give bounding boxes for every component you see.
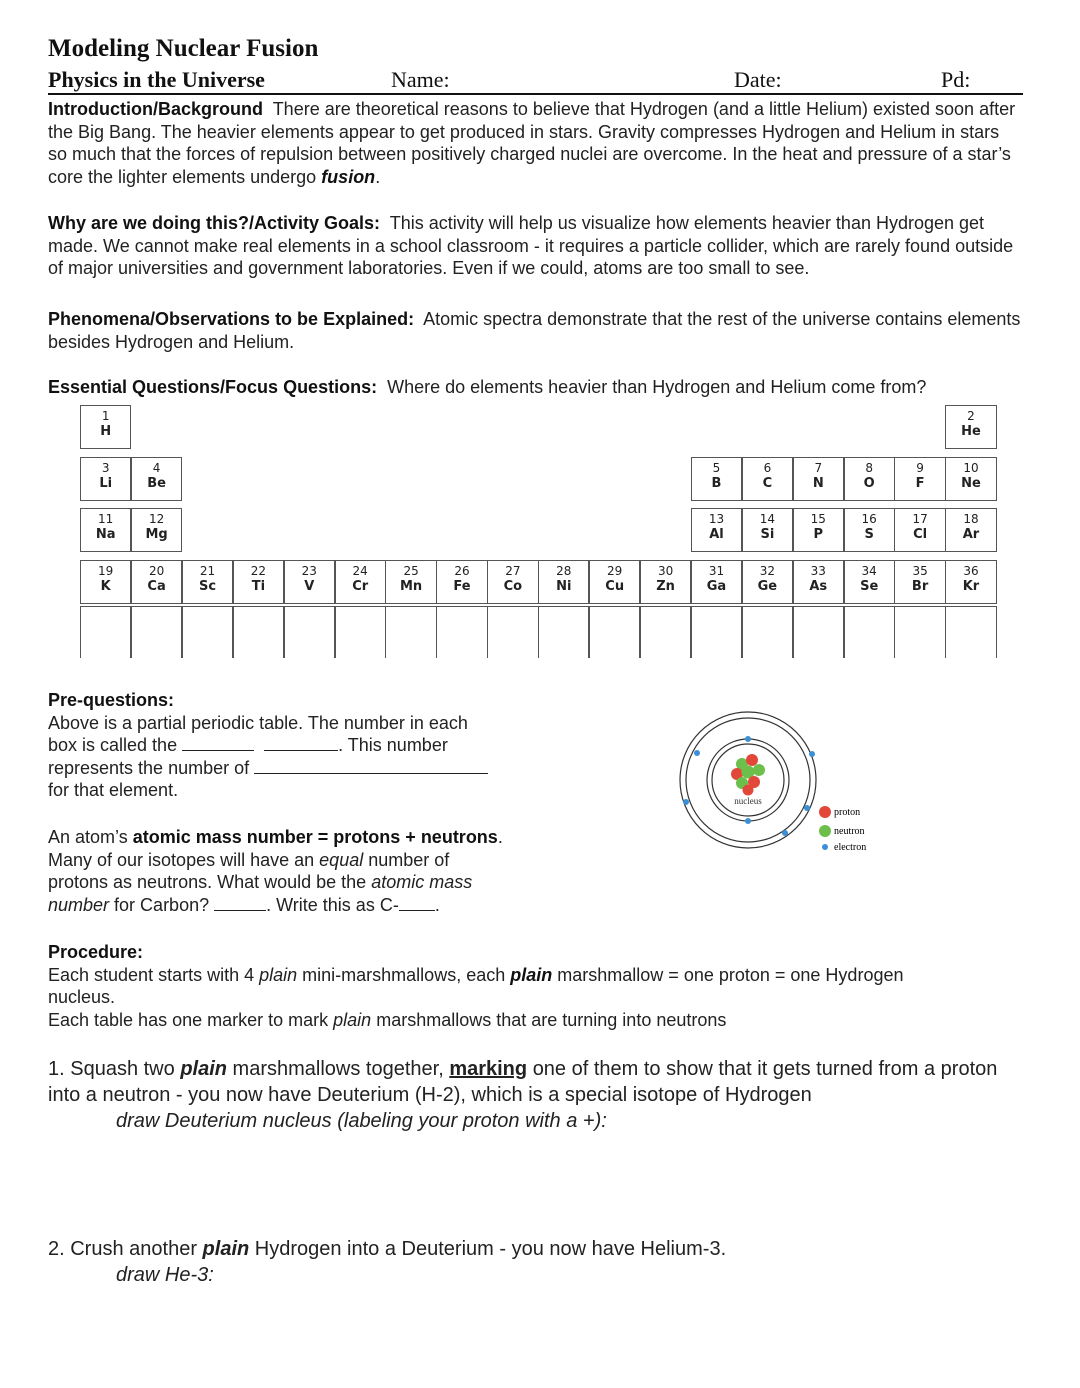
atomic-number: 13 (708, 512, 725, 526)
legend-neutron: neutron (834, 826, 865, 837)
element-symbol: Na (95, 527, 116, 542)
element-symbol: Ca (147, 579, 166, 594)
mass-number-block: An atom’s atomic mass number = protons + neutrons. Many of our isotopes will have an equal number of protons as neutrons. What would be the atomic mass number for Carbon? . Write this as C- . (48, 827, 503, 915)
step-2: 2. Crush another plain Hydrogen into a Deuterium - you now have Helium-3. draw He-3: (48, 1238, 727, 1286)
element-symbol: K (100, 579, 111, 594)
atomic-number: 36 (963, 564, 979, 578)
essential-text: Where do elements heavier than Hydrogen and Helium come from? (387, 377, 927, 397)
electron-dot (745, 736, 751, 742)
element-cell (742, 560, 793, 604)
element-symbol: Cr (352, 579, 369, 594)
empty-cell (233, 606, 284, 658)
element-symbol: Ne (961, 476, 981, 491)
element-symbol: Br (911, 579, 929, 594)
atomic-number: 6 (763, 461, 772, 475)
element-cell (131, 457, 182, 501)
period-label: Pd: (941, 67, 971, 92)
empty-cell (844, 606, 895, 658)
atomic-number: 16 (861, 512, 877, 526)
element-cell (487, 560, 538, 604)
answer-blank-2[interactable] (264, 734, 338, 751)
phenomena-text: Atomic spectra demonstrate that the rest of the universe contains elements besides Hydrogen and Helium. (48, 309, 1021, 352)
atomic-number: 2 (967, 409, 975, 423)
element-symbol: As (809, 579, 828, 594)
element-symbol: Ge (757, 579, 778, 594)
carbon-mass-blank[interactable] (214, 894, 266, 911)
goals-text: This activity will help us visualize how elements heavier than Hydrogen get made. We cannot make real elements in a school classroom - it requires a particle collider, which are rarely found outside of major universities and government laboratories. Even if we could, atoms are too small to see. (48, 213, 1014, 279)
empty-cell (385, 606, 436, 658)
empty-cell (131, 606, 182, 658)
step-1: 1. Squash two plain marshmallows together, marking one of them to show that it gets turned from a proton into a neutron - you now have Deuterium (H-2), which is a special isotope of Hydrogen draw Deuterium nucleus (labeling your proton with a +): (48, 1058, 998, 1132)
element-symbol: O (863, 476, 875, 491)
element-symbol: Kr (962, 579, 980, 594)
empty-cell (640, 606, 691, 658)
atomic-number: 15 (810, 512, 826, 526)
element-symbol: Se (860, 579, 879, 594)
atomic-number: 5 (712, 461, 721, 475)
element-symbol: P (813, 527, 824, 542)
element-cell (793, 560, 844, 604)
element-symbol: Si (760, 527, 775, 542)
element-symbol: N (812, 476, 824, 491)
element-cell (640, 560, 691, 604)
element-cell (894, 457, 945, 501)
intro-paragraph: Introduction/Background There are theoretical reasons to believe that Hydrogen (and a little Helium) existed soon after the Big Bang. The heavier elements appear to get produced in stars. Gravity compresses Hydrogen and Helium in stars so much that the forces of repulsion between positively charged nuclei are overcome. In the heat and pressure of a star’s core the lighter elements undergo fusion. (48, 99, 1016, 187)
date-label: Date: (734, 67, 782, 92)
element-cell (894, 508, 945, 552)
step-1-draw-prompt: draw Deuterium nucleus (labeling your proton with a +): (116, 1110, 607, 1132)
atomic-number: 17 (912, 512, 928, 526)
element-symbol: Co (503, 579, 523, 594)
element-cell (844, 560, 895, 604)
header-bar (48, 67, 1023, 95)
element-cell (182, 560, 233, 604)
element-cell (80, 405, 131, 449)
empty-cell (284, 606, 335, 658)
empty-cell (335, 606, 386, 658)
procedure-heading: Procedure: (48, 942, 144, 962)
empty-cell (487, 606, 538, 658)
carbon-notation-blank[interactable] (399, 894, 435, 911)
element-cell (233, 560, 284, 604)
element-cell (691, 508, 742, 552)
empty-cell (691, 606, 742, 658)
element-cell (538, 560, 589, 604)
element-symbol: Mg (145, 527, 168, 542)
empty-cell (80, 606, 131, 658)
essential-heading: Essential Questions/Focus Questions: (48, 377, 378, 397)
element-cell (131, 508, 182, 552)
phenomena-heading: Phenomena/Observations to be Explained: (48, 309, 415, 329)
atomic-number: 3 (101, 461, 110, 475)
answer-blank-3[interactable] (254, 757, 488, 774)
electron-dot (745, 818, 751, 824)
empty-cell (182, 606, 233, 658)
element-symbol: Ga (706, 579, 727, 594)
element-cell (691, 457, 742, 501)
atomic-number: 9 (916, 461, 924, 475)
element-cell (131, 560, 182, 604)
element-cell (80, 560, 131, 604)
atomic-number: 32 (759, 564, 776, 578)
atom-model-diagram (676, 700, 876, 865)
element-cell (945, 405, 996, 449)
element-symbol: He (961, 424, 981, 439)
element-cell (894, 560, 945, 604)
intro-text: There are theoretical reasons to believe that Hydrogen (and a little Helium) existed soon after the Big Bang. The heavier elements appear to get produced in stars. Gravity compresses Hydrogen and Helium in stars so much that the forces of repulsion between positively charged nuclei are overcome. In the heat and pressure of a star’s core the lighter elements undergo (48, 99, 1016, 187)
element-cell (335, 560, 386, 604)
element-cell (945, 508, 996, 552)
atomic-number: 4 (152, 461, 161, 475)
worksheet-title: Modeling Nuclear Fusion (48, 35, 319, 62)
atomic-number: 11 (98, 512, 114, 526)
electron-legend-dot (822, 844, 828, 850)
legend-proton: proton (834, 807, 861, 818)
element-symbol: Cu (605, 579, 625, 594)
atomic-number: 30 (657, 564, 674, 578)
atomic-number: 10 (963, 461, 979, 475)
electron-dot (809, 751, 815, 757)
atomic-number: 27 (505, 564, 521, 578)
element-symbol: Cl (913, 527, 928, 542)
empty-cell (945, 606, 996, 658)
element-symbol: Be (147, 476, 166, 491)
nucleus-label: nucleus (734, 796, 762, 806)
atomic-number: 7 (814, 461, 823, 475)
element-cell (945, 457, 996, 501)
atomic-number: 29 (607, 564, 623, 578)
element-cell (742, 457, 793, 501)
element-cell (691, 560, 742, 604)
atomic-number: 8 (865, 461, 874, 475)
element-symbol: C (762, 476, 773, 491)
element-symbol: Sc (198, 579, 217, 594)
atomic-number: 18 (963, 512, 979, 526)
atomic-number: 31 (708, 564, 725, 578)
legend-electron: electron (834, 842, 867, 853)
element-symbol: Ti (251, 579, 266, 594)
proton-legend-dot (819, 806, 831, 818)
course-title: Physics in the Universe (48, 67, 265, 92)
atomic-number: 22 (250, 564, 267, 578)
atomic-number: 20 (148, 564, 165, 578)
element-symbol: Ar (962, 527, 980, 542)
empty-cell (436, 606, 487, 658)
atomic-number: 35 (912, 564, 928, 578)
empty-cell (589, 606, 640, 658)
partial-periodic-table (80, 405, 996, 657)
element-cell (844, 457, 895, 501)
element-symbol: V (304, 579, 315, 594)
element-cell (589, 560, 640, 604)
empty-cell (742, 606, 793, 658)
element-cell (80, 457, 131, 501)
electron-dot (683, 799, 689, 805)
essential-paragraph (48, 376, 1023, 399)
element-cell (80, 508, 131, 552)
goals-heading: Why are we doing this?/Activity Goals: (48, 213, 381, 233)
phenomena-paragraph (48, 308, 1023, 353)
element-symbol: Li (99, 476, 113, 491)
step-2-draw-prompt: draw He-3: (116, 1264, 214, 1286)
element-symbol: Al (709, 527, 724, 542)
atomic-number: 34 (861, 564, 877, 578)
atomic-number: 24 (352, 564, 368, 578)
element-symbol: H (100, 424, 112, 439)
atomic-number: 14 (759, 512, 776, 526)
element-cell (436, 560, 487, 604)
procedure-block: Procedure: Each student starts with 4 plain mini-marshmallows, each plain marshmallow = one proton = one Hydrogen nucleus. Each table has one marker to mark plain marshmallows that are turning into neutrons (48, 942, 904, 1030)
element-cell (742, 508, 793, 552)
atomic-number: 21 (199, 564, 216, 578)
element-symbol: Fe (453, 579, 471, 594)
element-cell (793, 508, 844, 552)
prequestions-heading: Pre-questions: (48, 690, 175, 710)
neutron-legend-dot (819, 825, 831, 837)
element-symbol: Zn (656, 579, 675, 594)
intro-emph: fusion (321, 166, 376, 187)
empty-cell (894, 606, 945, 658)
answer-blank-1[interactable] (182, 734, 254, 751)
atomic-number: 12 (148, 512, 165, 526)
atomic-number: 33 (810, 564, 826, 578)
electron-dot (694, 750, 700, 756)
element-symbol: Ni (556, 579, 572, 594)
element-symbol: S (864, 527, 874, 542)
electron-dot (782, 830, 788, 836)
element-symbol: B (711, 476, 722, 491)
element-symbol: Mn (399, 579, 423, 594)
element-cell (284, 560, 335, 604)
name-label: Name: (391, 67, 450, 92)
element-cell (945, 560, 996, 604)
atomic-number: 1 (101, 409, 110, 423)
element-cell (385, 560, 436, 604)
goals-paragraph (48, 212, 1023, 280)
atomic-number: 19 (98, 564, 114, 578)
atomic-number: 26 (454, 564, 470, 578)
electron-dot (804, 805, 810, 811)
element-cell (844, 508, 895, 552)
prequestions-block: Pre-questions: Above is a partial periodic table. The number in each box is called the . This number represents the number of for that element. (48, 689, 528, 802)
atomic-number: 23 (301, 564, 317, 578)
atomic-number: 28 (556, 564, 572, 578)
intro-heading: Introduction/Background (48, 99, 263, 119)
nucleus-cluster (731, 754, 765, 796)
atomic-number: 25 (403, 564, 419, 578)
element-symbol: F (915, 476, 925, 491)
empty-cell (538, 606, 589, 658)
element-cell (793, 457, 844, 501)
empty-cell (793, 606, 844, 658)
